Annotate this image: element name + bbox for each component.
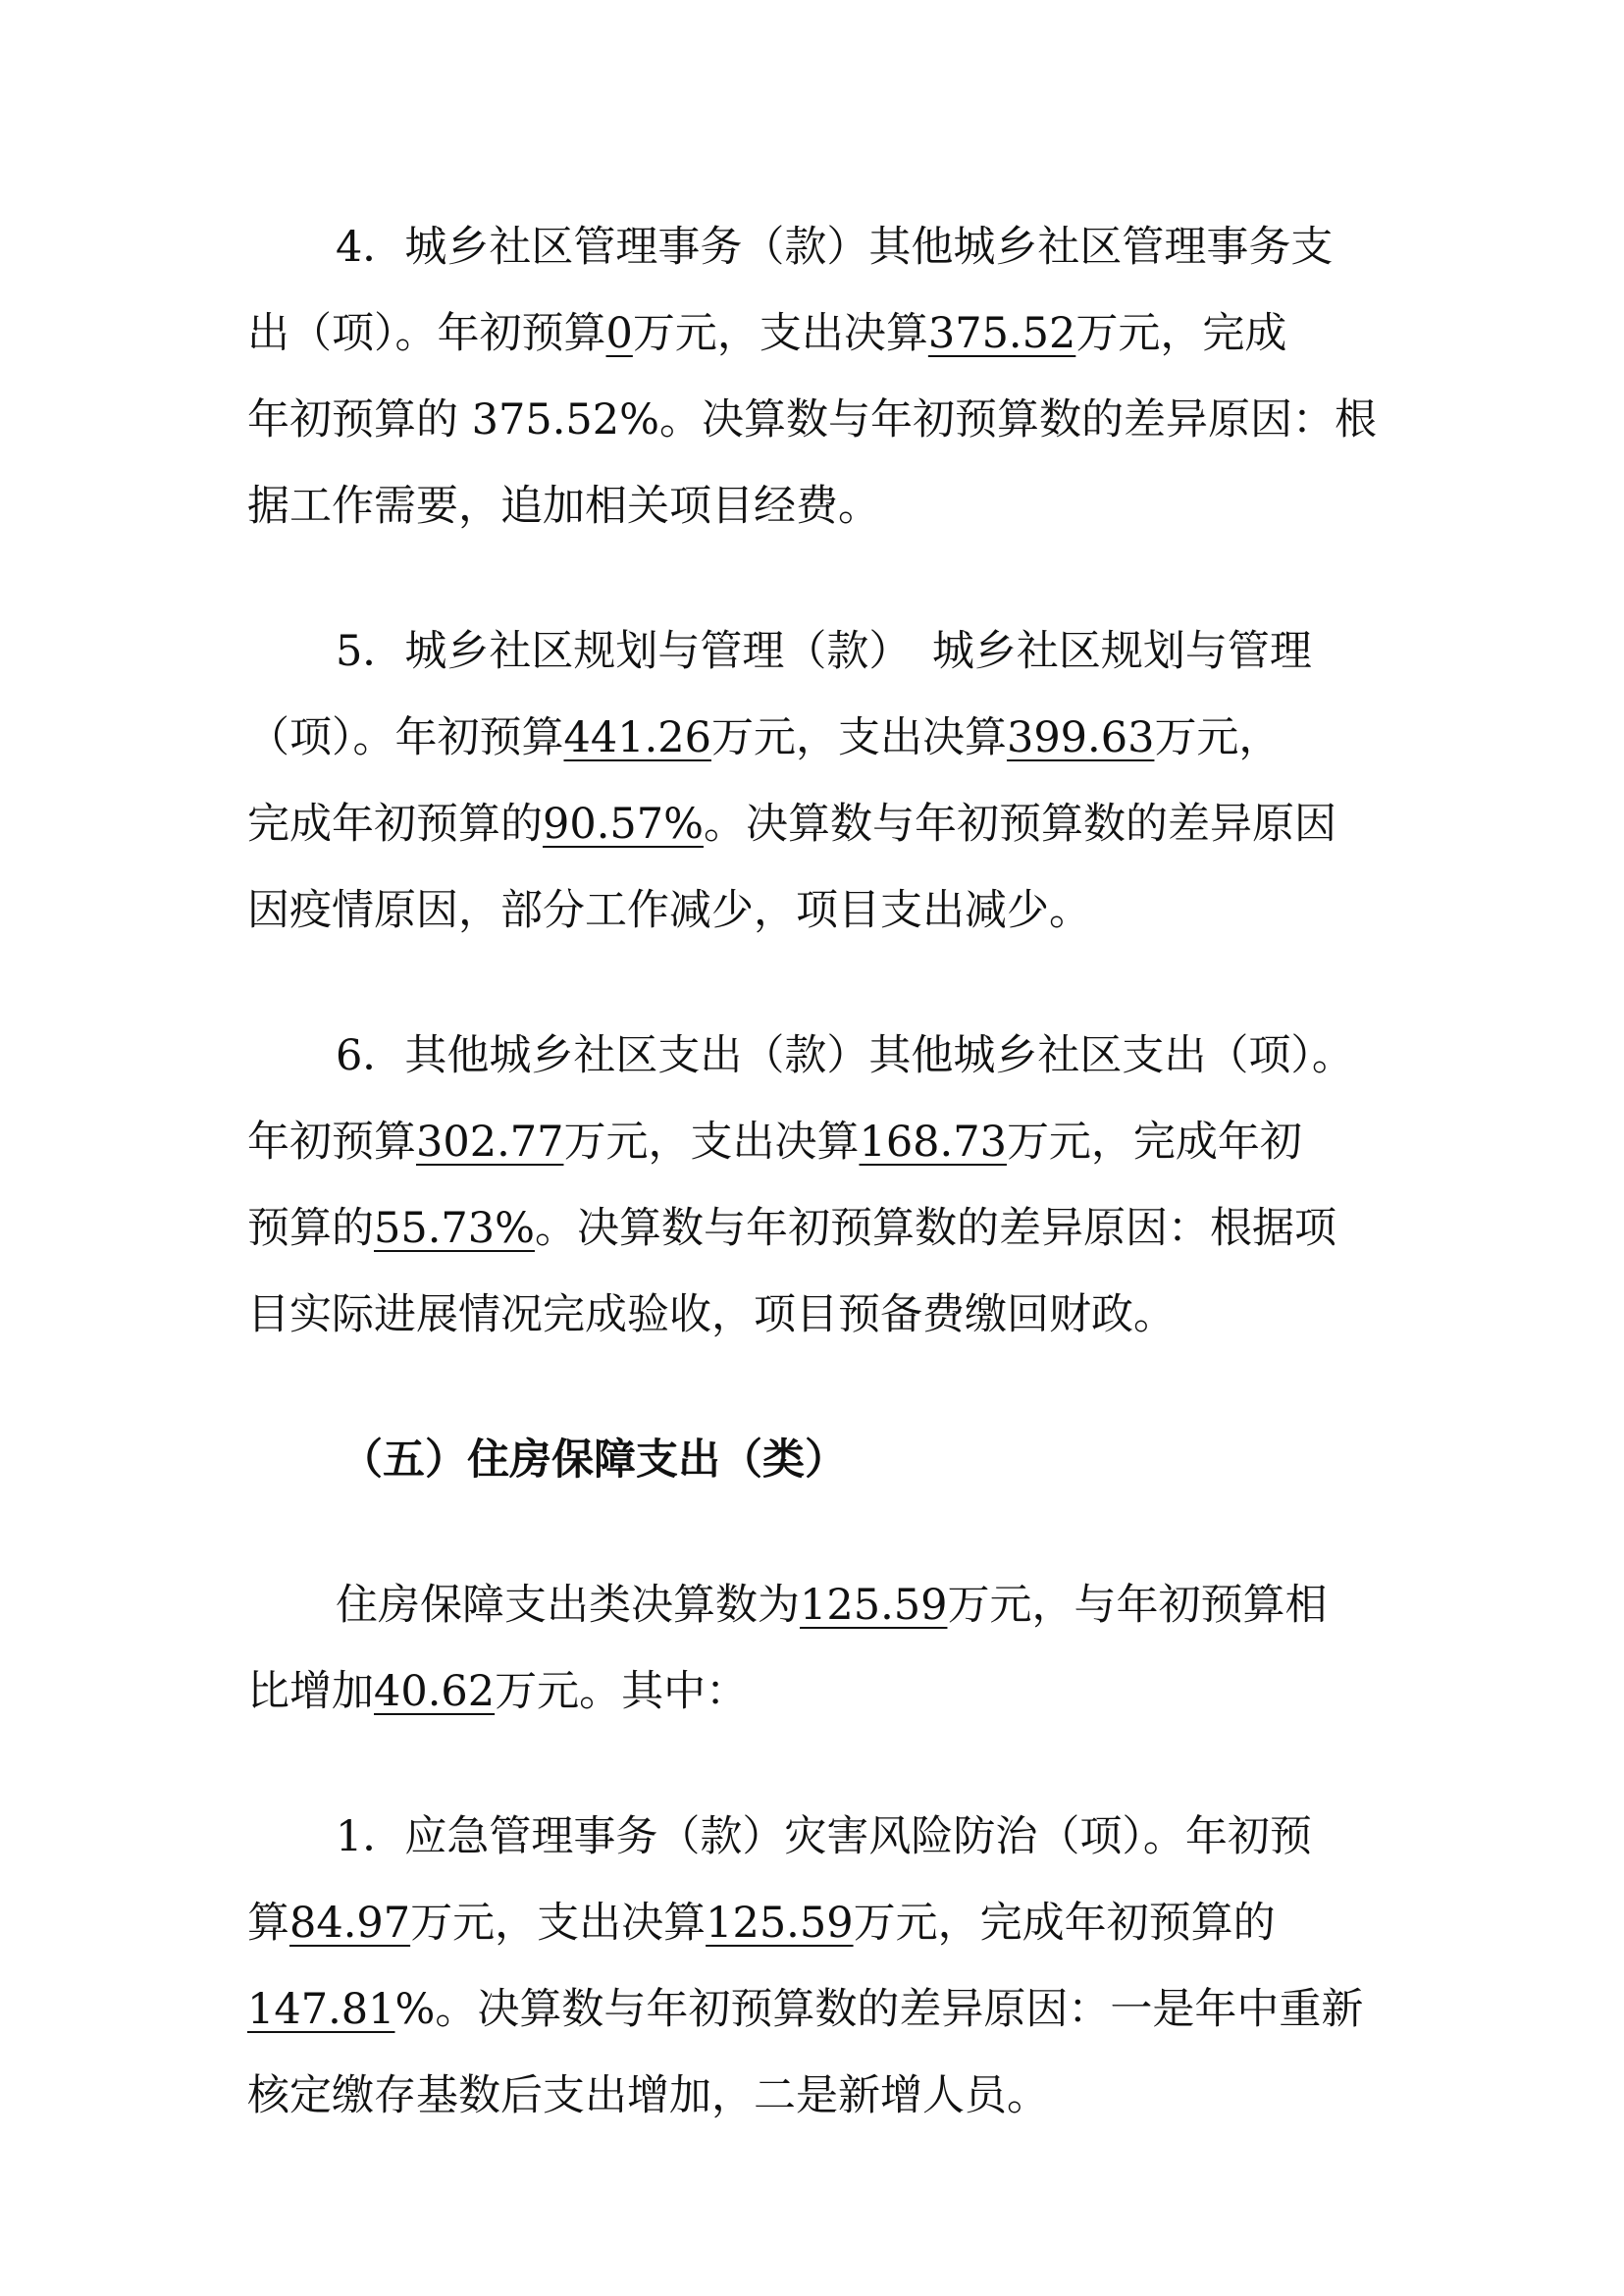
final-account-value: 168.73 — [859, 1118, 1007, 1167]
initial-budget-value: 302.77 — [416, 1118, 564, 1167]
text-line: 预算的55.73%。决算数与年初预算数的差异原因：根据项 — [247, 1204, 1336, 1253]
paragraph-housing-summary — [247, 1562, 1395, 1735]
initial-budget-value: 0 — [605, 309, 633, 358]
final-account-value: 125.59 — [706, 1899, 854, 1948]
housing-increase-value: 40.62 — [374, 1667, 496, 1716]
final-account-value: 375.52 — [927, 309, 1076, 358]
document-page — [247, 204, 1395, 2198]
text-line: 住房保障支出类决算数为125.59万元，与年初预算相 — [336, 1581, 1328, 1630]
paragraph-urban-community-planning — [247, 608, 1395, 954]
completion-rate-value: 90.57% — [543, 800, 704, 849]
text-line: 年初预算的 375.52%。决算数与年初预算数的差异原因：根 — [247, 395, 1377, 444]
initial-budget-value: 84.97 — [289, 1899, 411, 1948]
initial-budget-value: 441.26 — [563, 713, 711, 762]
paragraph-urban-community-admin-other — [247, 204, 1395, 549]
text-line: 核定缴存基数后支出增加，二是新增人员。 — [247, 2071, 1049, 2120]
text-line: 4．城乡社区管理事务（款）其他城乡社区管理事务支 — [336, 223, 1334, 272]
text-line: 出（项）。年初预算0万元，支出决算375.52万元，完成 — [247, 309, 1287, 358]
text-line: 因疫情原因，部分工作减少，项目支出减少。 — [247, 886, 1091, 935]
text-line: 147.81%。决算数与年初预算数的差异原因：一是年中重新 — [247, 1985, 1364, 2034]
final-account-value: 399.63 — [1006, 713, 1155, 762]
text-line: 1．应急管理事务（款）灾害风险防治（项）。年初预 — [336, 1812, 1312, 1861]
completion-rate-value: 147.81 — [247, 1985, 395, 2034]
text-line: 5．城乡社区规划与管理（款） 城乡社区规划与管理 — [336, 627, 1312, 676]
paragraph-emergency-management — [247, 1794, 1395, 2139]
paragraph-other-urban-community — [247, 1013, 1395, 1358]
text-line: （项）。年初预算441.26万元，支出决算399.63万元， — [247, 713, 1282, 762]
section-heading: （五）住房保障支出（类） — [341, 1435, 847, 1485]
completion-rate-value: 55.73% — [374, 1204, 535, 1253]
text-line: 比增加40.62万元。其中： — [247, 1667, 749, 1716]
text-line: 年初预算302.77万元，支出决算168.73万元，完成年初 — [247, 1118, 1302, 1167]
text-line: 目实际进展情况完成验收，项目预备费缴回财政。 — [247, 1290, 1176, 1339]
text-line: 6．其他城乡社区支出（款）其他城乡社区支出（项）。 — [336, 1031, 1354, 1080]
housing-total-value: 125.59 — [800, 1581, 948, 1630]
text-line: 算84.97万元，支出决算125.59万元，完成年初预算的 — [247, 1899, 1276, 1948]
text-line: 据工作需要，追加相关项目经费。 — [247, 482, 880, 531]
text-line: 完成年初预算的90.57%。决算数与年初预算数的差异原因 — [247, 800, 1336, 849]
